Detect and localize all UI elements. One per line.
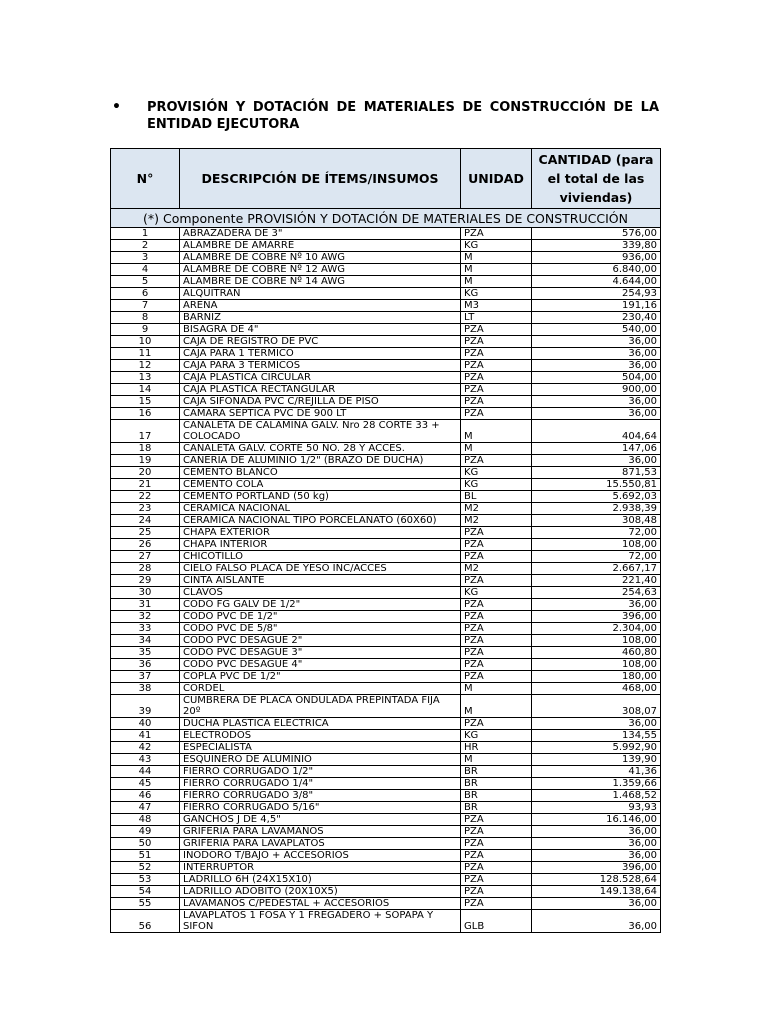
row-description: ABRAZADERA DE 3"	[180, 228, 461, 240]
row-unit: PZA	[461, 850, 532, 862]
row-quantity: 72,00	[532, 551, 661, 563]
row-quantity: 5.992,90	[532, 742, 661, 754]
row-quantity: 254,63	[532, 587, 661, 599]
row-quantity: 93,93	[532, 802, 661, 814]
row-description: ALAMBRE DE COBRE Nº 12 AWG	[180, 264, 461, 276]
row-unit: PZA	[461, 599, 532, 611]
table-row	[111, 647, 661, 659]
bullet: •	[112, 99, 121, 115]
row-unit: GLB	[461, 910, 532, 933]
row-description: INTERRUPTOR	[180, 862, 461, 874]
row-description: CEMENTO PORTLAND (50 kg)	[180, 491, 461, 503]
row-description: CODO PVC DE 1/2"	[180, 611, 461, 623]
row-number: 27	[111, 551, 180, 563]
table-row	[111, 420, 661, 443]
table-row	[111, 635, 661, 647]
row-number: 39	[111, 695, 180, 718]
row-quantity: 4.644,00	[532, 276, 661, 288]
table-row	[111, 659, 661, 671]
row-description: ESPECIALISTA	[180, 742, 461, 754]
row-number: 26	[111, 539, 180, 551]
row-unit: PZA	[461, 862, 532, 874]
row-number: 54	[111, 886, 180, 898]
row-quantity: 36,00	[532, 396, 661, 408]
table-row	[111, 503, 661, 515]
row-number: 40	[111, 718, 180, 730]
row-unit: M	[461, 754, 532, 766]
row-description: DUCHA PLASTICA ELECTRICA	[180, 718, 461, 730]
table-row	[111, 754, 661, 766]
table-row	[111, 396, 661, 408]
row-unit: PZA	[461, 814, 532, 826]
row-quantity: 308,07	[532, 695, 661, 718]
row-description: CHAPA INTERIOR	[180, 539, 461, 551]
row-quantity: 15.550,81	[532, 479, 661, 491]
row-quantity: 5.692,03	[532, 491, 661, 503]
row-quantity: 108,00	[532, 659, 661, 671]
row-number: 52	[111, 862, 180, 874]
row-unit: BL	[461, 491, 532, 503]
row-description: FIERRO CORRUGADO 1/4"	[180, 778, 461, 790]
row-number: 30	[111, 587, 180, 599]
row-description: CAJA PLASTICA CIRCULAR	[180, 372, 461, 384]
row-number: 31	[111, 599, 180, 611]
row-number: 55	[111, 898, 180, 910]
row-description: LAVAMANOS C/PEDESTAL + ACCESORIOS	[180, 898, 461, 910]
table-row	[111, 288, 661, 300]
row-unit: PZA	[461, 372, 532, 384]
row-description: CIELO FALSO PLACA DE YESO INC/ACCES	[180, 563, 461, 575]
row-quantity: 108,00	[532, 635, 661, 647]
row-description: CAJA PARA 3 TERMICOS	[180, 360, 461, 372]
row-unit: HR	[461, 742, 532, 754]
row-quantity: 36,00	[532, 910, 661, 933]
row-quantity: 396,00	[532, 611, 661, 623]
row-unit: PZA	[461, 551, 532, 563]
table-row	[111, 766, 661, 778]
table-row	[111, 910, 661, 933]
row-description: CAJA PLASTICA RECTANGULAR	[180, 384, 461, 396]
row-quantity: 72,00	[532, 527, 661, 539]
row-unit: PZA	[461, 348, 532, 360]
table-row	[111, 300, 661, 312]
section-row	[111, 209, 661, 228]
table-row	[111, 276, 661, 288]
row-number: 53	[111, 874, 180, 886]
row-description: CINTA AISLANTE	[180, 575, 461, 587]
row-unit: PZA	[461, 647, 532, 659]
table-row	[111, 862, 661, 874]
row-quantity: 36,00	[532, 408, 661, 420]
row-description: CERAMICA NACIONAL	[180, 503, 461, 515]
row-number: 1	[111, 228, 180, 240]
row-unit: M	[461, 420, 532, 443]
row-description: ARENA	[180, 300, 461, 312]
row-number: 22	[111, 491, 180, 503]
row-quantity: 36,00	[532, 348, 661, 360]
table-row	[111, 718, 661, 730]
row-number: 29	[111, 575, 180, 587]
row-number: 25	[111, 527, 180, 539]
row-quantity: 108,00	[532, 539, 661, 551]
row-quantity: 36,00	[532, 898, 661, 910]
row-number: 20	[111, 467, 180, 479]
table-row	[111, 671, 661, 683]
row-quantity: 339,80	[532, 240, 661, 252]
table-row	[111, 372, 661, 384]
row-number: 4	[111, 264, 180, 276]
table-row	[111, 563, 661, 575]
table-row	[111, 479, 661, 491]
header-quantity: CANTIDAD (para el total de las viviendas)	[532, 149, 661, 209]
row-description: ALQUITRAN	[180, 288, 461, 300]
row-description: CERAMICA NACIONAL TIPO PORCELANATO (60X60)	[180, 515, 461, 527]
row-unit: BR	[461, 766, 532, 778]
row-quantity: 504,00	[532, 372, 661, 384]
table-row	[111, 802, 661, 814]
table-row	[111, 443, 661, 455]
row-number: 47	[111, 802, 180, 814]
row-quantity: 221,40	[532, 575, 661, 587]
row-number: 8	[111, 312, 180, 324]
row-unit: M	[461, 683, 532, 695]
table-row	[111, 408, 661, 420]
row-description: CAMARA SEPTICA PVC DE 900 LT	[180, 408, 461, 420]
row-quantity: 41,36	[532, 766, 661, 778]
row-number: 24	[111, 515, 180, 527]
row-number: 6	[111, 288, 180, 300]
table-row	[111, 611, 661, 623]
table-row	[111, 695, 661, 718]
row-quantity: 468,00	[532, 683, 661, 695]
table-row	[111, 683, 661, 695]
row-description: LAVAPLATOS 1 FOSA Y 1 FREGADERO + SOPAPA Y SIFON	[180, 910, 461, 933]
table-header-row	[111, 149, 661, 209]
row-number: 49	[111, 826, 180, 838]
row-quantity: 404,64	[532, 420, 661, 443]
row-quantity: 576,00	[532, 228, 661, 240]
row-unit: M	[461, 695, 532, 718]
table-row	[111, 838, 661, 850]
row-quantity: 6.840,00	[532, 264, 661, 276]
row-description: ALAMBRE DE AMARRE	[180, 240, 461, 252]
row-quantity: 2.304,00	[532, 623, 661, 635]
row-number: 9	[111, 324, 180, 336]
row-unit: PZA	[461, 539, 532, 551]
row-quantity: 1.359,66	[532, 778, 661, 790]
row-quantity: 540,00	[532, 324, 661, 336]
table-row	[111, 252, 661, 264]
row-description: BISAGRA DE 4"	[180, 324, 461, 336]
row-description: GRIFERIA PARA LAVAPLATOS	[180, 838, 461, 850]
row-quantity: 2.938,39	[532, 503, 661, 515]
row-number: 21	[111, 479, 180, 491]
row-unit: PZA	[461, 635, 532, 647]
header-description: DESCRIPCIÓN DE ÍTEMS/INSUMOS	[180, 149, 461, 209]
row-number: 44	[111, 766, 180, 778]
row-unit: PZA	[461, 575, 532, 587]
row-quantity: 1.468,52	[532, 790, 661, 802]
row-quantity: 36,00	[532, 599, 661, 611]
section-title: (*) Componente PROVISIÓN Y DOTACIÓN DE MATERIALES DE CONSTRUCCIÓN	[111, 209, 661, 228]
table-row	[111, 515, 661, 527]
row-number: 11	[111, 348, 180, 360]
row-number: 15	[111, 396, 180, 408]
row-number: 56	[111, 910, 180, 933]
row-description: CLAVOS	[180, 587, 461, 599]
table-row	[111, 742, 661, 754]
table-row	[111, 730, 661, 742]
row-number: 5	[111, 276, 180, 288]
row-number: 10	[111, 336, 180, 348]
row-unit: PZA	[461, 826, 532, 838]
row-unit: PZA	[461, 874, 532, 886]
row-description: ALAMBRE DE COBRE Nº 10 AWG	[180, 252, 461, 264]
row-description: INODORO T/BAJO + ACCESORIOS	[180, 850, 461, 862]
table-row	[111, 539, 661, 551]
row-description: CODO PVC DE 5/8"	[180, 623, 461, 635]
row-description: CAJA SIFONADA PVC C/REJILLA DE PISO	[180, 396, 461, 408]
row-quantity: 871,53	[532, 467, 661, 479]
row-unit: M	[461, 252, 532, 264]
row-description: CHAPA EXTERIOR	[180, 527, 461, 539]
row-description: CAÑERIA DE ALUMINIO 1/2" (BRAZO DE DUCHA)	[180, 455, 461, 467]
table-row	[111, 324, 661, 336]
row-unit: KG	[461, 587, 532, 599]
row-unit: BR	[461, 778, 532, 790]
table-row	[111, 814, 661, 826]
row-number: 45	[111, 778, 180, 790]
row-quantity: 36,00	[532, 838, 661, 850]
header-num: N°	[111, 149, 180, 209]
row-description: ESQUINERO DE ALUMINIO	[180, 754, 461, 766]
heading-text: PROVISIÓN Y DOTACIÓN DE MATERIALES DE CONSTRUCCIÓN DE LA ENTIDAD EJECUTORA	[147, 100, 659, 132]
row-number: 42	[111, 742, 180, 754]
row-description: CODO PVC DESAGUE 3"	[180, 647, 461, 659]
row-unit: PZA	[461, 455, 532, 467]
table-row	[111, 850, 661, 862]
row-unit: PZA	[461, 228, 532, 240]
table-row	[111, 467, 661, 479]
row-description: CHICOTILLO	[180, 551, 461, 563]
row-unit: PZA	[461, 611, 532, 623]
row-quantity: 36,00	[532, 336, 661, 348]
row-unit: PZA	[461, 336, 532, 348]
header-unit: UNIDAD	[461, 149, 532, 209]
row-description: CODO PVC DESAGUE 2"	[180, 635, 461, 647]
row-unit: PZA	[461, 886, 532, 898]
row-number: 2	[111, 240, 180, 252]
row-description: FIERRO CORRUGADO 1/2"	[180, 766, 461, 778]
row-quantity: 36,00	[532, 360, 661, 372]
row-number: 48	[111, 814, 180, 826]
table-row	[111, 778, 661, 790]
row-number: 41	[111, 730, 180, 742]
row-unit: M2	[461, 515, 532, 527]
row-number: 38	[111, 683, 180, 695]
row-quantity: 134,55	[532, 730, 661, 742]
row-unit: KG	[461, 479, 532, 491]
row-description: BARNIZ	[180, 312, 461, 324]
row-quantity: 900,00	[532, 384, 661, 396]
table-row	[111, 336, 661, 348]
row-quantity: 128.528,64	[532, 874, 661, 886]
row-number: 12	[111, 360, 180, 372]
table-row	[111, 264, 661, 276]
table-row	[111, 551, 661, 563]
row-unit: M2	[461, 563, 532, 575]
row-quantity: 36,00	[532, 455, 661, 467]
table-row	[111, 455, 661, 467]
row-number: 18	[111, 443, 180, 455]
row-quantity: 936,00	[532, 252, 661, 264]
table-row	[111, 384, 661, 396]
table-row	[111, 874, 661, 886]
row-number: 23	[111, 503, 180, 515]
row-quantity: 16.146,00	[532, 814, 661, 826]
table-row	[111, 527, 661, 539]
row-number: 28	[111, 563, 180, 575]
row-number: 36	[111, 659, 180, 671]
row-unit: PZA	[461, 623, 532, 635]
row-number: 35	[111, 647, 180, 659]
table-row	[111, 312, 661, 324]
table-row	[111, 886, 661, 898]
row-quantity: 396,00	[532, 862, 661, 874]
table-row	[111, 623, 661, 635]
row-number: 16	[111, 408, 180, 420]
row-number: 7	[111, 300, 180, 312]
row-number: 13	[111, 372, 180, 384]
row-unit: KG	[461, 467, 532, 479]
row-unit: PZA	[461, 396, 532, 408]
row-description: CANALETA DE CALAMINA GALV. Nro 28 CORTE 33 + COLOCADO	[180, 420, 461, 443]
row-description: FIERRO CORRUGADO 3/8"	[180, 790, 461, 802]
table-row	[111, 826, 661, 838]
row-description: CODO FG GALV DE 1/2"	[180, 599, 461, 611]
row-description: CUMBRERA DE PLACA ONDULADA PREPINTADA FIJA 20º	[180, 695, 461, 718]
row-unit: PZA	[461, 659, 532, 671]
row-description: FIERRO CORRUGADO 5/16"	[180, 802, 461, 814]
row-quantity: 149.138,64	[532, 886, 661, 898]
row-description: GRIFERIA PARA LAVAMANOS	[180, 826, 461, 838]
row-number: 32	[111, 611, 180, 623]
row-unit: PZA	[461, 671, 532, 683]
row-unit: M2	[461, 503, 532, 515]
row-description: LADRILLO ADOBITO (20X10X5)	[180, 886, 461, 898]
row-number: 34	[111, 635, 180, 647]
table-row	[111, 240, 661, 252]
row-unit: KG	[461, 288, 532, 300]
row-unit: PZA	[461, 384, 532, 396]
row-number: 37	[111, 671, 180, 683]
row-unit: PZA	[461, 408, 532, 420]
table-row	[111, 898, 661, 910]
row-quantity: 36,00	[532, 850, 661, 862]
row-description: COPLA PVC DE 1/2"	[180, 671, 461, 683]
table-row	[111, 575, 661, 587]
row-description: CODO PVC DESAGUE 4"	[180, 659, 461, 671]
row-unit: BR	[461, 802, 532, 814]
row-quantity: 460,80	[532, 647, 661, 659]
row-description: ELECTRODOS	[180, 730, 461, 742]
row-quantity: 180,00	[532, 671, 661, 683]
row-number: 33	[111, 623, 180, 635]
row-unit: PZA	[461, 718, 532, 730]
row-description: CANALETA GALV. CORTE 50 NO. 28 Y ACCES.	[180, 443, 461, 455]
row-unit: BR	[461, 790, 532, 802]
row-quantity: 139,90	[532, 754, 661, 766]
table-row	[111, 599, 661, 611]
row-quantity: 147,06	[532, 443, 661, 455]
row-number: 51	[111, 850, 180, 862]
row-quantity: 254,93	[532, 288, 661, 300]
row-quantity: 36,00	[532, 718, 661, 730]
row-unit: M	[461, 264, 532, 276]
table-row	[111, 348, 661, 360]
row-unit: LT	[461, 312, 532, 324]
row-unit: KG	[461, 730, 532, 742]
table-row	[111, 228, 661, 240]
row-number: 19	[111, 455, 180, 467]
row-description: CORDEL	[180, 683, 461, 695]
row-quantity: 36,00	[532, 826, 661, 838]
row-quantity: 191,16	[532, 300, 661, 312]
row-description: LADRILLO 6H (24X15X10)	[180, 874, 461, 886]
row-unit: PZA	[461, 324, 532, 336]
row-unit: M	[461, 276, 532, 288]
row-unit: M3	[461, 300, 532, 312]
row-description: CEMENTO COLA	[180, 479, 461, 491]
row-number: 43	[111, 754, 180, 766]
row-number: 46	[111, 790, 180, 802]
table-row	[111, 360, 661, 372]
row-number: 50	[111, 838, 180, 850]
table-row	[111, 790, 661, 802]
row-description: CAJA DE REGISTRO DE PVC	[180, 336, 461, 348]
row-number: 3	[111, 252, 180, 264]
row-quantity: 2.667,17	[532, 563, 661, 575]
row-description: CAJA PARA 1 TERMICO	[180, 348, 461, 360]
row-unit: PZA	[461, 360, 532, 372]
row-description: GANCHOS J DE 4,5"	[180, 814, 461, 826]
row-unit: PZA	[461, 527, 532, 539]
row-quantity: 308,48	[532, 515, 661, 527]
table-row	[111, 587, 661, 599]
row-unit: PZA	[461, 838, 532, 850]
table-row	[111, 491, 661, 503]
row-quantity: 230,40	[532, 312, 661, 324]
row-unit: M	[461, 443, 532, 455]
row-description: CEMENTO BLANCO	[180, 467, 461, 479]
row-unit: KG	[461, 240, 532, 252]
materials-table	[110, 148, 661, 933]
row-number: 14	[111, 384, 180, 396]
row-description: ALAMBRE DE COBRE Nº 14 AWG	[180, 276, 461, 288]
row-unit: PZA	[461, 898, 532, 910]
row-number: 17	[111, 420, 180, 443]
